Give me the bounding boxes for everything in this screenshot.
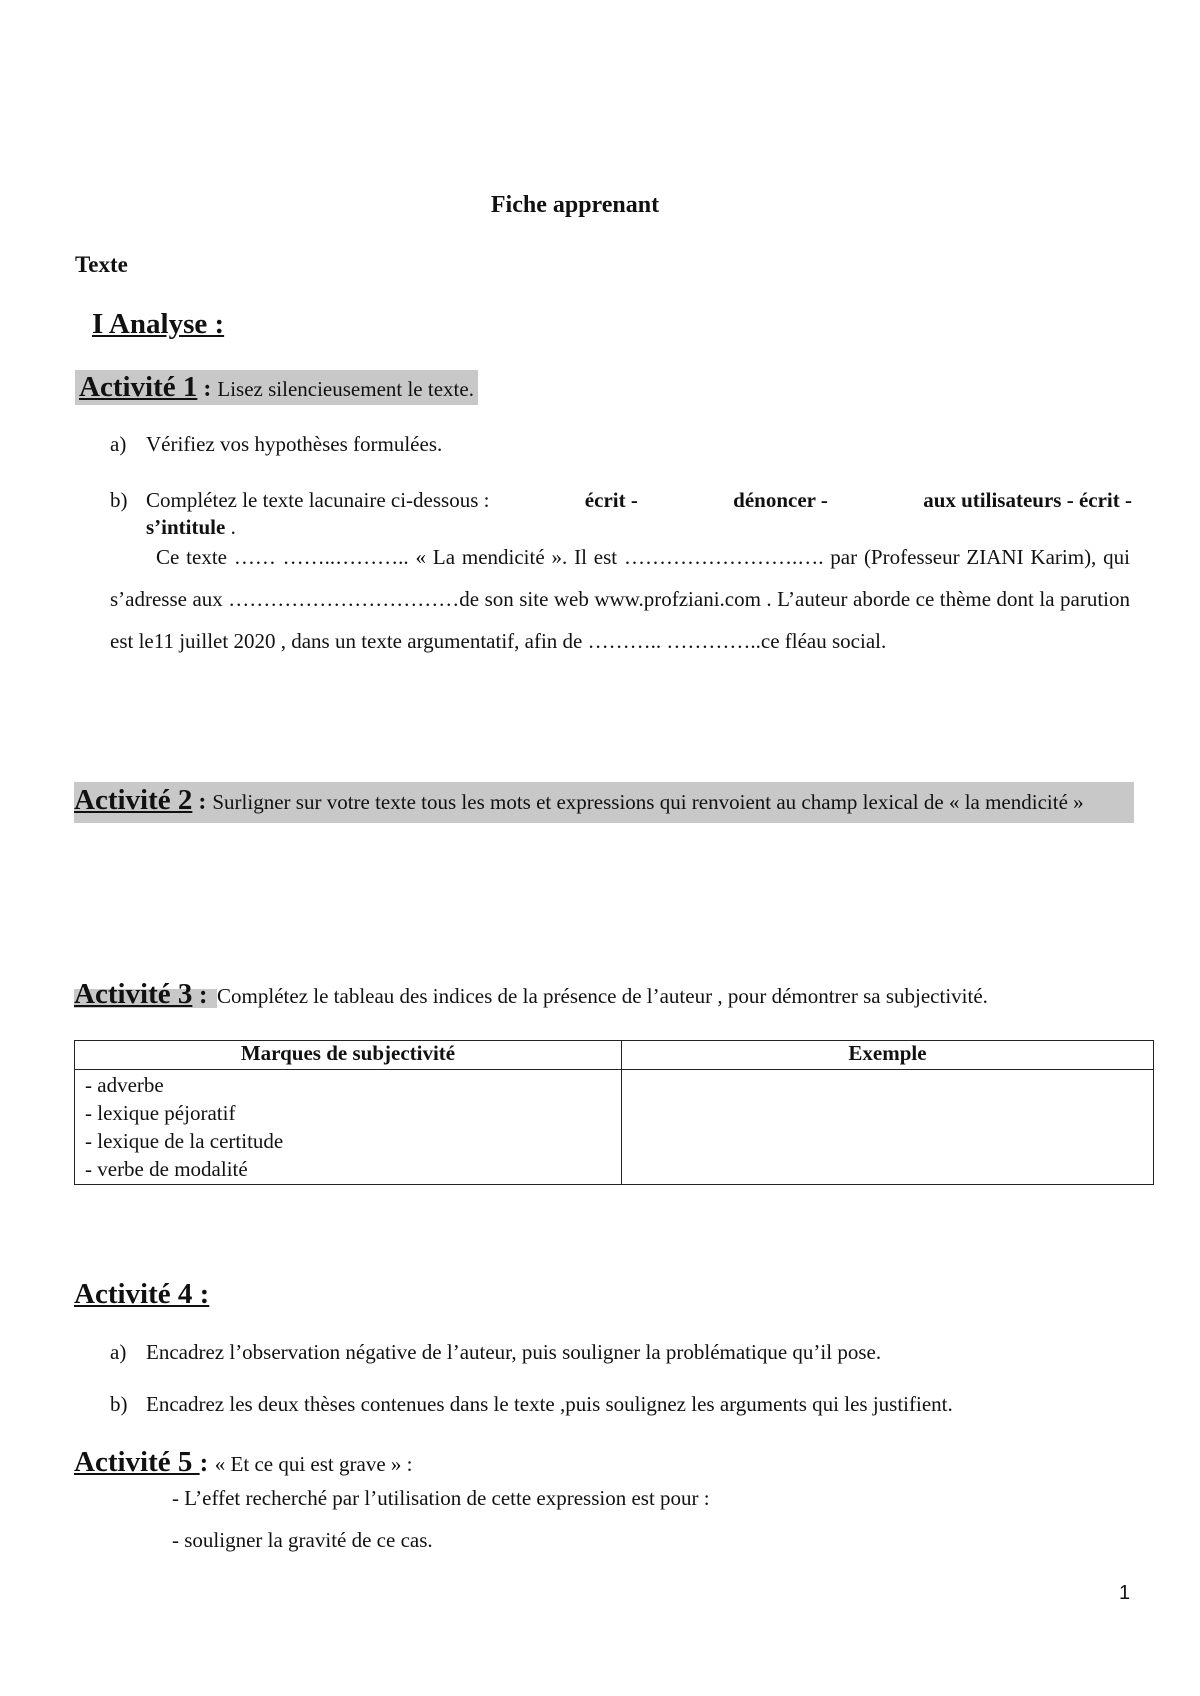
exemple-cell[interactable] [622, 1070, 1154, 1185]
activite-4-item-b [110, 1392, 953, 1417]
activite-3-sep: : [192, 980, 215, 1009]
item-b-label: b) [110, 1392, 128, 1416]
activite-4-heading [74, 1278, 209, 1311]
word-bank-4: s’intitule [146, 515, 226, 539]
marque-item: - lexique péjoratif [85, 1101, 236, 1125]
activite-2-sep: : [192, 789, 213, 815]
marque-item: - verbe de modalité [85, 1157, 248, 1181]
item-b-end: . [230, 515, 236, 539]
word-bank-1: écrit - [584, 488, 638, 512]
activite-5-heading [74, 1446, 412, 1479]
page-number: 1 [1119, 1582, 1131, 1604]
item-a-text: Vérifiez vos hypothèses formulées. [146, 432, 443, 456]
activite-3-title-highlight [74, 978, 217, 1010]
item-b-label: b) [110, 488, 128, 512]
activite-5-title: Activité 5 [74, 1446, 200, 1478]
activite-2-block [74, 782, 1134, 823]
activite-1-instruction: Lisez silencieusement le texte. [217, 377, 474, 401]
table-header-exemple: Exemple [622, 1041, 1154, 1070]
page-title: Fiche apprenant [490, 192, 660, 218]
subjectivity-table [74, 1040, 1154, 1185]
activite-1-heading [75, 370, 478, 405]
word-bank-2: dénoncer - [733, 488, 828, 512]
table-header-row [75, 1041, 1154, 1070]
table-header-marques: Marques de subjectivité [75, 1041, 622, 1070]
activite-5-line-2: - souligner la gravité de ce cas. [172, 1528, 433, 1552]
activite-3-instruction: Complétez le tableau des indices de la présence de l’auteur , pour démontrer sa subjectivité. [217, 984, 988, 1008]
activite-4-item-a [110, 1340, 881, 1365]
activite-1-title: Activité 1 [79, 371, 198, 403]
gap-fill-paragraph: Ce texte …… ……..……….. « La mendicité ». Il est …………………….…. par (Professeur ZIANI Karim), qui s’adresse aux ……………………………de son site web www.profziani.com . L’auteur aborde ce thème dont la parution est le11 juillet 2020 , dans un texte argumentatif, afin de ……….. …………..ce fléau social. [110, 545, 1130, 653]
item-a-text: Encadrez l’observation négative de l’auteur, puis souligner la problématique qu’il pose. [146, 1340, 882, 1364]
activite-3-heading [74, 978, 988, 1011]
marques-cell [75, 1070, 622, 1185]
activite-5-sep: : [199, 1448, 215, 1477]
item-a-label: a) [110, 432, 127, 456]
word-bank-3: aux utilisateurs - écrit - [923, 488, 1132, 512]
section-analyse-heading: I Analyse : [92, 308, 225, 340]
item-b-text: Complétez le texte lacunaire ci-dessous : [146, 488, 490, 512]
activite-2-title: Activité 2 [74, 784, 193, 816]
activite-5-line-1: - L’effet recherché par l’utilisation de cette expression est pour : [172, 1486, 710, 1510]
activite-1-item-b [110, 488, 1132, 540]
activite-4-title: Activité 4 : [74, 1278, 210, 1310]
table-row [75, 1070, 1154, 1185]
item-b-text: Encadrez les deux thèses contenues dans le texte ,puis soulignez les arguments qui les justifient. [146, 1392, 953, 1416]
activite-3-title: Activité 3 [74, 978, 193, 1010]
texte-label: Texte [75, 252, 128, 277]
activite-2-instruction: Surligner sur votre texte tous les mots et expressions qui renvoient au champ lexical de « la mendicité » [212, 790, 1084, 814]
activite-1-item-a [110, 432, 442, 457]
marque-item: - adverbe [85, 1073, 164, 1097]
activite-1-sep: : [197, 376, 218, 402]
marque-item: - lexique de la certitude [85, 1129, 284, 1153]
item-b-line [110, 488, 1132, 513]
item-a-label: a) [110, 1340, 127, 1364]
activite-5-instruction: « Et ce qui est grave » : [214, 1452, 413, 1476]
